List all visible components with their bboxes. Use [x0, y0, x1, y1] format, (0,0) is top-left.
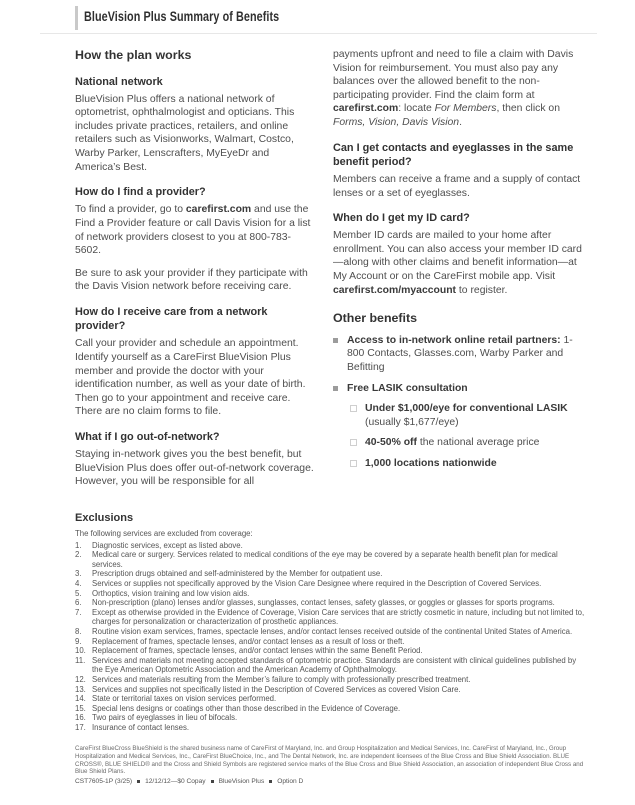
exclusion-text: Non-prescription (plano) lenses and/or glasses, sunglasses, contact lenses, safety glasses, or goggles or glasses for sports programs. — [92, 598, 555, 608]
text-segment: to register. — [456, 284, 508, 296]
exclusions-section — [75, 512, 588, 732]
exclusion-number: 11. — [75, 655, 86, 665]
exclusion-item — [75, 713, 588, 723]
exclusion-text: Except as otherwise provided in the Evidence of Coverage, Vision Care services that are strictly cosmetic in nature, including but not limited to, charges for personalization or characterization of prosthetic appliances. — [92, 607, 585, 627]
text-segment: Be sure to ask your provider if they participate with the Davis Vision network before receiving care. — [75, 267, 308, 293]
exclusions-list — [75, 541, 588, 733]
sub-bullet-item — [350, 436, 588, 450]
page-title: BlueVision Plus Summary of Benefits — [84, 9, 280, 24]
bullet-text — [347, 334, 588, 375]
exclusion-number: 7. — [75, 607, 82, 617]
exclusion-item — [75, 656, 588, 675]
square-bullet-icon — [333, 338, 338, 343]
exclusion-item — [75, 637, 588, 647]
exclusion-item — [75, 723, 588, 733]
doc-code-part: BlueVision Plus — [218, 778, 265, 785]
doc-code-part: 12/12/12—$0 Copay — [145, 778, 206, 785]
bullet-item — [333, 334, 588, 375]
paragraph — [75, 448, 316, 489]
exclusion-item — [75, 627, 588, 637]
bullet-text — [365, 457, 588, 471]
exclusion-number: 9. — [75, 636, 82, 646]
exclusion-item — [75, 675, 588, 685]
bullet-text — [347, 382, 588, 396]
exclusion-text: Diagnostic services, except as listed above. — [92, 540, 243, 550]
text-segment: 40-50% off — [365, 437, 417, 449]
exclusion-number: 4. — [75, 578, 82, 588]
sub-bullet-item — [350, 457, 588, 471]
text-segment: 1,000 locations nationwide — [365, 457, 497, 469]
exclusion-number: 10. — [75, 646, 86, 656]
bullet-item — [333, 382, 588, 396]
section-heading: Other benefits — [333, 311, 417, 326]
text-segment: , then click on — [496, 103, 560, 115]
paragraph — [75, 93, 316, 175]
column-right — [333, 48, 588, 498]
square-separator-icon — [269, 780, 272, 783]
exclusion-item — [75, 541, 588, 551]
exclusion-item — [75, 550, 588, 569]
exclusion-text: Orthoptics, vision training and low vision aids. — [92, 588, 250, 598]
exclusion-number: 13. — [75, 684, 86, 694]
exclusion-text: Two pairs of eyeglasses in lieu of bifocals. — [92, 713, 238, 723]
exclusion-number: 16. — [75, 713, 86, 723]
question-heading: What if I go out-of-network? — [75, 430, 220, 443]
exclusion-item — [75, 646, 588, 656]
question-heading: When do I get my ID card? — [333, 212, 470, 225]
body-columns — [75, 48, 588, 498]
exclusion-text: Insurance of contact lenses. — [92, 722, 190, 732]
exclusion-number: 8. — [75, 626, 82, 636]
text-segment: Under $1,000/eye for conventional LASIK — [365, 403, 568, 415]
exclusion-number: 15. — [75, 703, 86, 713]
square-separator-icon — [137, 780, 140, 783]
exclusion-text: Replacement of frames, spectacle lenses, and/or contact lenses as a result of loss or theft. — [92, 636, 405, 646]
exclusion-text: Medical care or surgery. Services related to medical conditions of the eye may be covered by a separate health benefit plan for medical services. — [92, 550, 558, 569]
text-segment: 1-800 Contacts, Glasses.com, Warby Parker and Befitting — [347, 334, 573, 373]
exclusion-text: Replacement of frames, spectacle lenses, and/or contact lenses within the same Benefit Period. — [92, 646, 423, 656]
exclusion-text: Services and materials resulting from the Member’s failure to comply with professionally prescribed treatment. — [92, 674, 471, 684]
legal-disclaimer-text: CareFirst BlueCross BlueShield is the shared business name of CareFirst of Maryland, Inc. and Group Hospitalization and Medical Services, Inc. CareFirst of Maryland, Inc., Group Hospitalization and Medical Services, Inc., CareFirst BlueChoice, Inc., and The Dental Network, Inc. are independent licensees of the Blue Cross and Blue Shield Association. BLUE CROSS®, BLUE SHIELD® and the Cross and Shield Symbols are registered service marks of the Blue Cross and Blue Shield Association, an association of independent Blue Cross and Blue Shield Plans. — [75, 745, 584, 776]
question-heading: How do I receive care from a network provider? — [75, 305, 268, 333]
text-segment: and use the Find a Provider feature or call Davis Vision for a list of network providers closest to you at 800-783-5602. — [75, 204, 311, 257]
text-segment: Call your provider and schedule an appointment. Identify yourself as a CareFirst BlueVision Plus member and provide the doctor with your identification number, as well as your date of birth. Then go to your appointment and receive care. There are no claim forms to file. — [75, 338, 306, 418]
exclusions-intro: The following services are excluded from coverage: — [75, 529, 253, 538]
text-segment: Free LASIK consultation — [347, 382, 468, 394]
question-heading: National network — [75, 75, 163, 88]
square-bullet-icon — [333, 386, 338, 391]
text-segment: Members can receive a frame and a supply of contact lenses or a set of eyeglasses. — [333, 173, 581, 199]
text-segment: BlueVision Plus offers a national network of optometrist, ophthalmologist and opticians. This includes private practices, retailers, and online retailers such as Visionworks, Walmart, Costco, Warby Parker, Lenscrafters, MyEyeDr and America’s Best. — [75, 93, 295, 173]
text-segment: To find a provider, go to — [75, 204, 186, 216]
text-segment: carefirst.com/myaccount — [333, 284, 457, 296]
sub-bullet-item — [350, 402, 588, 429]
text-segment: : locate — [398, 103, 435, 115]
text-segment: carefirst.com — [333, 103, 399, 115]
doc-code-part: CST7605-1P (3/25) — [75, 778, 133, 785]
square-separator-icon — [211, 780, 214, 783]
column-left — [75, 48, 316, 498]
paragraph — [333, 48, 588, 130]
exclusion-item — [75, 579, 588, 589]
header-divider — [40, 33, 597, 34]
paragraph — [75, 267, 316, 294]
open-square-bullet-icon — [350, 460, 357, 467]
exclusion-text: Services and materials not meeting accepted standards of optometric practice. Standards are consistent with clinical guidelines published by the Eye American Optometric Association and the American Academy of Ophthalmology. — [92, 655, 577, 675]
exclusion-number: 14. — [75, 694, 86, 704]
exclusion-number: 1. — [75, 540, 82, 550]
exclusions-heading: Exclusions — [75, 512, 134, 524]
exclusion-item — [75, 589, 588, 599]
text-segment: carefirst.com — [185, 204, 252, 216]
exclusion-item — [75, 569, 588, 579]
exclusion-text: Routine vision exam services, frames, spectacle lenses, and/or contact lenses received outside of the continental United States of America. — [92, 626, 573, 636]
exclusion-item — [75, 608, 588, 627]
text-segment: (usually $1,677/eye) — [365, 416, 459, 428]
text-segment: Staying in-network gives you the best benefit, but BlueVision Plus does offer out-of-network coverage. However, you will be responsible for all — [75, 449, 314, 488]
exclusion-text: Special lens designs or coatings other than those described in the Evidence of Coverage. — [92, 703, 401, 713]
exclusion-number: 5. — [75, 588, 82, 598]
text-segment: . — [459, 116, 462, 128]
section-heading: How the plan works — [75, 48, 192, 62]
exclusion-number: 12. — [75, 674, 86, 684]
paragraph — [75, 337, 316, 419]
exclusion-text: State or territorial taxes on vision services performed. — [92, 694, 277, 704]
paragraph — [333, 173, 588, 200]
exclusion-item — [75, 598, 588, 608]
bullet-text — [365, 436, 588, 450]
exclusion-text: Services or supplies not specifically approved by the Vision Care Designee where required in the Description of Covered Services. — [92, 578, 542, 588]
paragraph — [75, 203, 316, 257]
text-segment: Forms, Vision, Davis Vision — [333, 116, 460, 128]
bullet-text — [365, 402, 588, 429]
open-square-bullet-icon — [350, 439, 357, 446]
text-segment: Member ID cards are mailed to your home after enrollment. You can also access your member ID card—along with other claims and benefit information—at My Account or on the CareFirst mobile app. Visit — [333, 230, 582, 283]
question-heading: Can I get contacts and eyeglasses in the same benefit period? — [333, 141, 574, 168]
exclusion-number: 6. — [75, 598, 82, 608]
exclusion-item — [75, 685, 588, 695]
text-segment: payments upfront and need to file a claim with Davis Vision for reimbursement. You must also pay any balances over the allowed benefit to the non-participating provider. Find the claim form at — [333, 49, 574, 101]
text-segment: For Members — [434, 103, 497, 115]
exclusion-text: Services and supplies not specifically listed in the Description of Covered Services as covered Vision Care. — [92, 684, 461, 694]
header-accent-bar-icon — [75, 6, 78, 30]
document-code-line — [75, 778, 303, 785]
exclusion-number: 3. — [75, 569, 82, 579]
exclusion-text: Prescription drugs obtained and self-administered by the Member for outpatient use. — [92, 569, 383, 579]
text-segment: Access to in-network online retail partners: — [347, 334, 561, 346]
exclusion-number: 2. — [75, 550, 82, 560]
question-heading: How do I find a provider? — [75, 186, 206, 199]
exclusion-item — [75, 704, 588, 714]
paragraph — [333, 229, 588, 297]
exclusion-item — [75, 694, 588, 704]
open-square-bullet-icon — [350, 405, 357, 412]
exclusion-number: 17. — [75, 722, 86, 732]
doc-code-part: Option D — [277, 778, 304, 785]
text-segment: the national average price — [416, 437, 540, 449]
